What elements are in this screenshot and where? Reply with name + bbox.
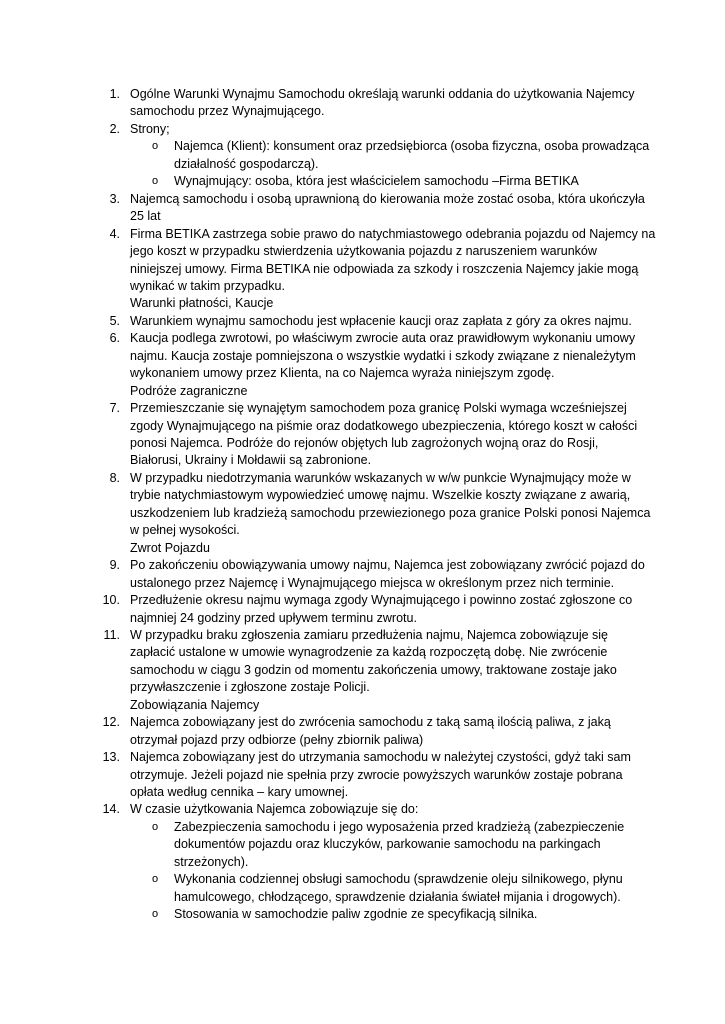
item-number: 6. (109, 331, 120, 346)
item-number: 4. (109, 226, 120, 241)
item-text-line: Najemca (Klient): konsument oraz przedsiębiorca (osoba fizyczna, osoba prowadząca (174, 139, 650, 154)
item-text-line: przywłaszczenie i zgłoszone zostaje Policji. (130, 680, 370, 695)
item-text-line: wykonaniem umowy przez Klienta, na co Najemca wyraża niniejszym zgodę. (130, 366, 555, 381)
item-text-line: Przemieszczanie się wynajętym samochodem poza granicę Polski wymaga wcześniejszej (130, 401, 627, 416)
item-text-line: hamulcowego, chłodzącego, sprawdzenie działania świateł mijania i drogowych). (174, 889, 621, 904)
section-heading-text: Podróże zagraniczne (130, 383, 248, 398)
item-number: 13. (102, 750, 120, 765)
item-text-line: najmu. Kaucja zostaje pomniejszona o wszystkie wydatki i szkody związane z nienależytym (130, 348, 636, 363)
item-number: 9. (109, 558, 120, 573)
item-number: 14. (102, 802, 120, 817)
item-number: 12. (102, 715, 120, 730)
bullet-marker: o (152, 175, 159, 188)
item-number: 11. (103, 627, 120, 642)
item-text-line: Zabezpieczenia samochodu i jego wyposażenia przed kradzieżą (zabezpieczenie (174, 819, 625, 834)
bullet-marker: o (152, 908, 159, 921)
item-text-line: Strony; (130, 121, 170, 136)
item-text-line: zapłacić ustalone w umowie wynagrodzenie za każdą rozpoczętą dobę. Nie zwrócenie (130, 645, 608, 660)
item-number: 3. (109, 191, 120, 206)
item-text-line: otrzymuje. Jeżeli pojazd nie spełnia przy zwrocie powyższych warunków zostaje pobrana (130, 767, 623, 782)
item-text-line: ustalonego przez Najemcę i Wynajmującego miejsca w określonym przez nich terminie. (130, 575, 615, 590)
item-text-line: Najemca zobowiązany jest do zwrócenia samochodu z taką samą ilością paliwa, z jaką (130, 715, 611, 730)
section-heading-text: Zobowiązania Najemcy (130, 697, 260, 712)
item-text-line: W czasie użytkowania Najemca zobowiązuje się do: (130, 802, 419, 817)
item-text-line: Najemca zobowiązany jest do utrzymania samochodu w należytej czystości, gdyż taki sam (130, 750, 631, 765)
section-heading-text: Zwrot Pojazdu (130, 540, 210, 555)
item-text-line: zgody Wynajmującego na piśmie oraz dodatkowego ubezpieczenia, którego koszt w całości (130, 418, 638, 433)
item-text-line: W przypadku niedotrzymania warunków wskazanych w w/w punkcie Wynajmujący może w (130, 470, 631, 485)
item-text-line: trybie natychmiastowym wypowiedzieć umowę najmu. Wszelkie koszty związane z awarią, (130, 488, 631, 503)
item-text-line: strzeżonych). (174, 854, 249, 869)
item-text-line: Wykonania codziennej obsługi samochodu (sprawdzenie oleju silnikowego, płynu (174, 872, 623, 887)
item-text-line: samochodu przez Wynajmującego. (130, 104, 325, 119)
bullet-marker: o (152, 140, 159, 153)
item-text-line: Stosowania w samochodzie paliw zgodnie ze specyfikacją silnika. (174, 907, 538, 922)
item-text-line: otrzymał pojazd przy odbiorze (pełny zbiornik paliwa) (130, 732, 424, 747)
item-text-line: w pełnej wysokości. (130, 523, 240, 538)
bullet-marker: o (152, 873, 159, 886)
item-text-line: najmniej 24 godziny przed upływem terminu zwrotu. (130, 610, 417, 625)
item-text-line: dokumentów pojazdu oraz kluczyków, parkowanie samochodu na parkingach (174, 837, 601, 852)
item-text-line: Przedłużenie okresu najmu wymaga zgody Wynajmującego i powinno zostać zgłoszone co (130, 593, 633, 608)
item-text-line: Kaucja podlega zwrotowi, po właściwym zwrocie auta oraz prawidłowym wykonaniu umowy (130, 331, 636, 346)
bullet-marker: o (152, 820, 159, 833)
item-number: 8. (109, 470, 120, 485)
item-text-line: jego koszt w przypadku stwierdzenia użytkowania pojazdu z naruszeniem warunków (130, 244, 597, 259)
item-text-line: W przypadku braku zgłoszenia zamiaru przedłużenia najmu, Najemca zobowiązuje się (130, 627, 609, 642)
item-text-line: Białorusi, Ukrainy i Mołdawii są zabronione. (130, 453, 372, 468)
item-number: 5. (109, 313, 120, 328)
item-text-line: Wynajmujący: osoba, która jest właścicielem samochodu –Firma BETIKA (174, 174, 579, 189)
item-number: 2. (109, 121, 120, 136)
item-text-line: działalność gospodarczą). (174, 156, 319, 171)
item-text-line: uszkodzeniem lub kradzieżą samochodu przewiezionego poza granice Polski ponosi Najemca (130, 505, 651, 520)
item-text-line: Ogólne Warunki Wynajmu Samochodu określają warunki oddania do użytkowania Najemcy (130, 87, 635, 101)
item-text-line: niniejszej umowy. Firma BETIKA nie odpowiada za szkody i roszczenia Najemcy jakie mogą (130, 261, 639, 276)
item-number: 7. (109, 401, 120, 416)
section-heading-text: Warunki płatności, Kaucje (130, 296, 274, 311)
item-text-line: Firma BETIKA zastrzega sobie prawo do natychmiastowego odebrania pojazdu od Najemcy na (130, 226, 656, 241)
item-text-line: ponosi Najemca. Podróże do rejonów objętych lub zagrożonych wojną oraz do Rosji, (130, 436, 599, 450)
item-text-line: opłata według cennika – kary umownej. (130, 785, 349, 799)
item-number: 1. (109, 87, 120, 101)
item-text-line: Najemcą samochodu i osobą uprawnioną do kierowania może zostać osoba, która ukończyła (130, 191, 645, 206)
item-text-line: wynikać w takim przypadku. (130, 278, 285, 293)
item-text-line: Warunkiem wynajmu samochodu jest wpłacenie kaucji oraz zapłata z góry za okres najmu. (130, 313, 632, 328)
item-text-line: 25 lat (130, 209, 161, 224)
item-text-line: samochodu w ciągu 3 godzin od momentu zakończenia umowy, traktowane zostaje jako (130, 662, 617, 677)
item-text-line: Po zakończeniu obowiązywania umowy najmu, Najemca jest zobowiązany zwrócić pojazd do (130, 558, 645, 573)
item-number: 10. (102, 593, 120, 608)
